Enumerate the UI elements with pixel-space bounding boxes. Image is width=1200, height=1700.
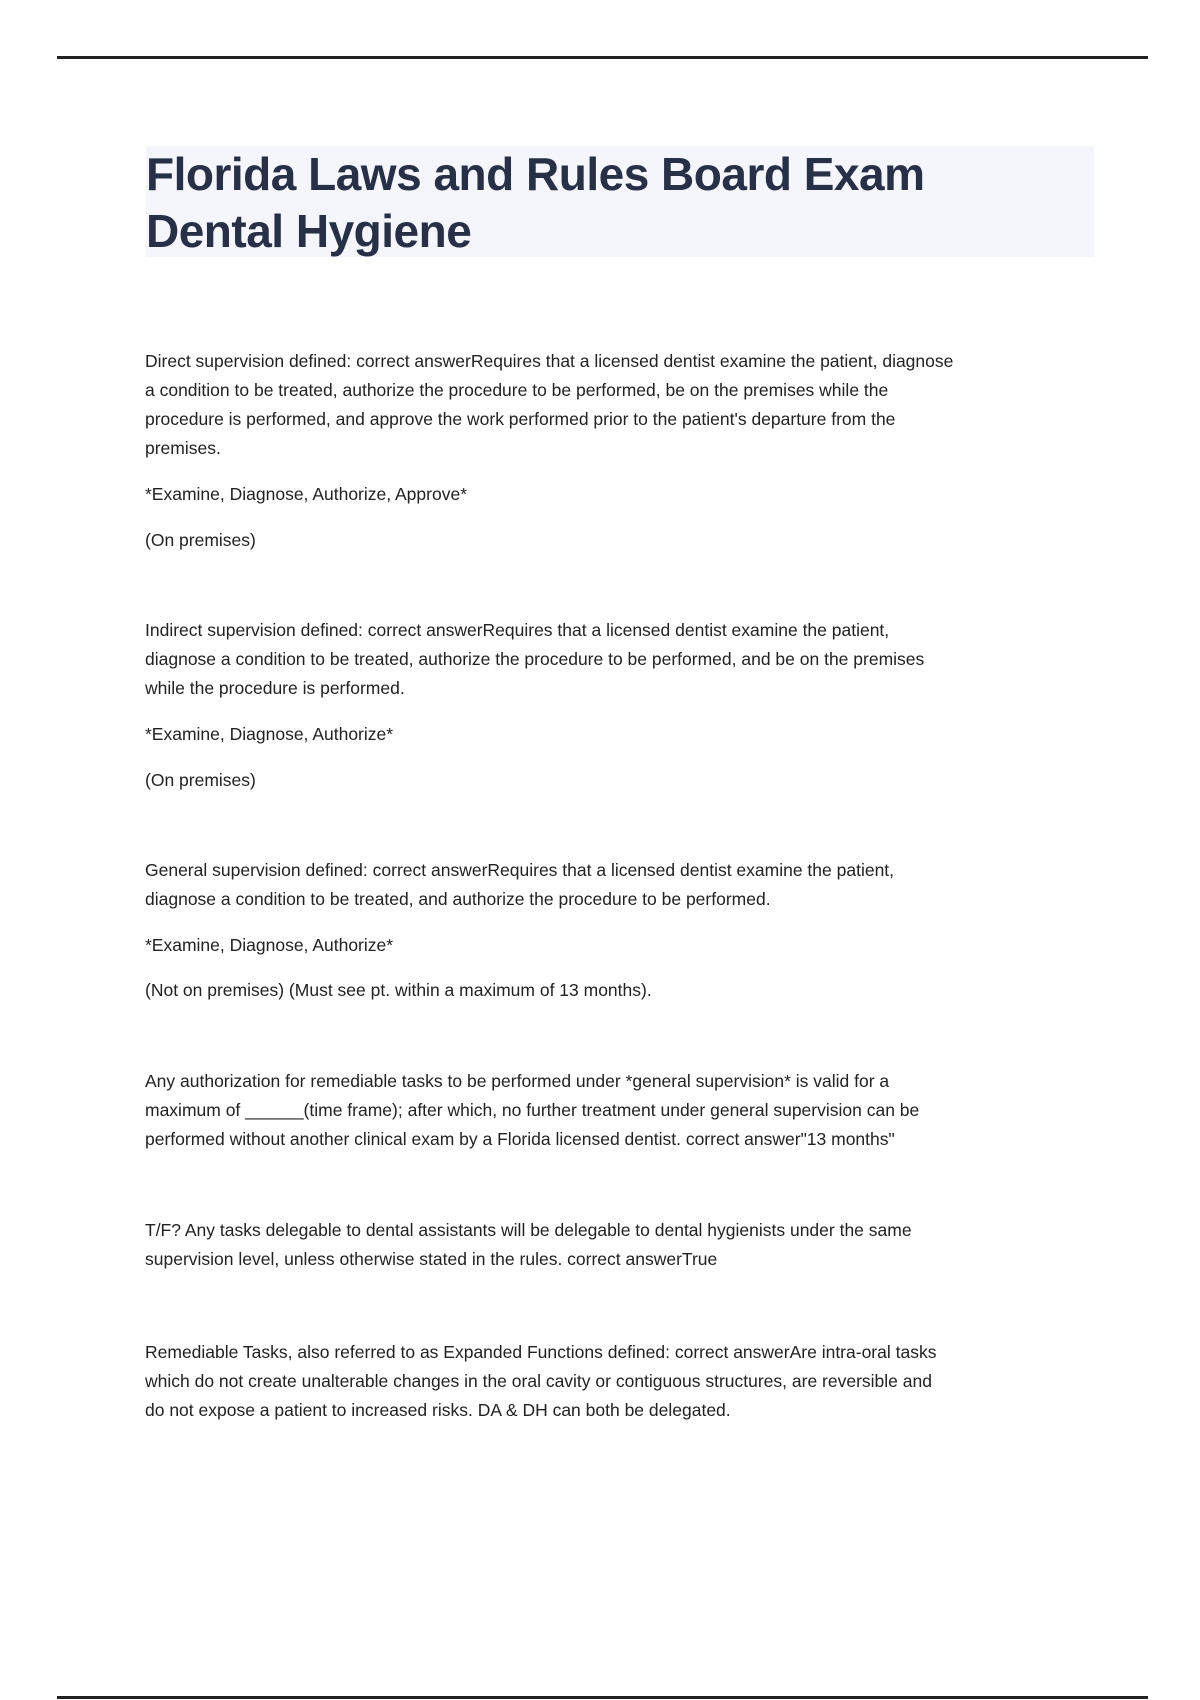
text-line: Remediable Tasks, also referred to as Expanded Functions defined: correct answerAre intra-oral tasks [145,1342,937,1362]
indirect-supervision-mnemonic [145,720,1105,749]
top-rule [57,56,1148,59]
direct-supervision-note [145,526,1105,555]
text-line: diagnose a condition to be treated, and authorize the procedure to be performed. [145,889,771,909]
text-line: *Examine, Diagnose, Authorize* [145,724,394,744]
text-line: maximum of ______(time frame); after which, no further treatment under general supervision can be [145,1100,920,1120]
indirect-supervision-qa [145,616,1105,703]
title-line: Florida Laws and Rules Board Exam [146,148,925,200]
page-title [146,146,924,260]
text-line: T/F? Any tasks delegable to dental assistants will be delegable to dental hygienists under the same [145,1220,912,1240]
text-line: Direct supervision defined: correct answerRequires that a licensed dentist examine the patient, diagnose [145,351,954,371]
text-line: performed without another clinical exam by a Florida licensed dentist. correct answer"13 months" [145,1129,895,1149]
text-line: *Examine, Diagnose, Authorize, Approve* [145,484,467,504]
title-line: Dental Hygiene [146,205,472,257]
text-line: while the procedure is performed. [145,678,405,698]
text-line: Indirect supervision defined: correct answerRequires that a licensed dentist examine the patient, [145,620,890,640]
direct-supervision-qa [145,347,1105,463]
authorization-timeframe-qa [145,1067,1105,1154]
text-line: a condition to be treated, authorize the procedure to be performed, be on the premises while the [145,380,889,400]
text-line: *Examine, Diagnose, Authorize* [145,935,394,955]
remediable-tasks-qa [145,1338,1105,1425]
direct-supervision-mnemonic [145,480,1105,509]
general-supervision-mnemonic [145,931,1105,960]
text-line: supervision level, unless otherwise stated in the rules. correct answerTrue [145,1249,718,1269]
text-line: do not expose a patient to increased risks. DA & DH can both be delegated. [145,1400,731,1420]
text-line: (On premises) [145,530,256,550]
bottom-rule [57,1696,1148,1699]
text-line: diagnose a condition to be treated, authorize the procedure to be performed, and be on the premises [145,649,925,669]
text-line: Any authorization for remediable tasks to be performed under *general supervision* is valid for a [145,1071,890,1091]
text-line: General supervision defined: correct answerRequires that a licensed dentist examine the patient, [145,860,895,880]
text-line: which do not create unalterable changes in the oral cavity or contiguous structures, are reversible and [145,1371,932,1391]
general-supervision-qa [145,856,1105,914]
general-supervision-note [145,976,1105,1005]
indirect-supervision-note [145,766,1105,795]
text-line: premises. [145,438,221,458]
true-false-delegation-qa [145,1216,1105,1274]
text-line: (Not on premises) (Must see pt. within a maximum of 13 months). [145,980,652,1000]
text-line: (On premises) [145,770,256,790]
text-line: procedure is performed, and approve the work performed prior to the patient's departure from the [145,409,896,429]
